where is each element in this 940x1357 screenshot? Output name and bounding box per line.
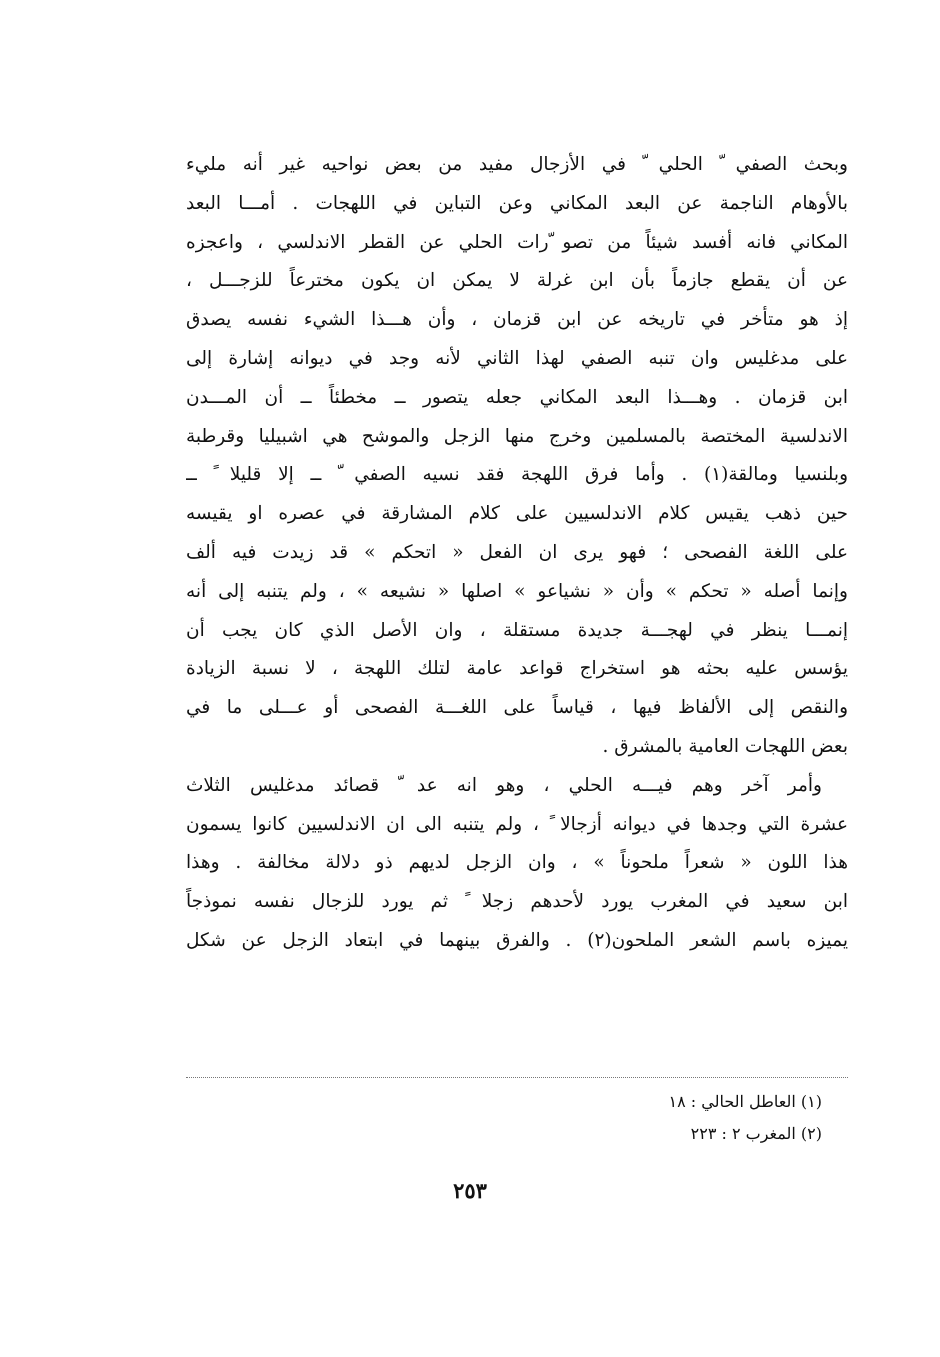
- text-line: وبحث الصفي ّ الحلي ّ في الأزجال مفيد من بعض نواحيه غير أنه مليء: [186, 154, 848, 175]
- text-line: ابن قزمان . وهـــذا البعد المكاني جعله يتصور ــ مخطئاً ــ أن المـــدن: [186, 386, 848, 408]
- text-line: وإنما أصله « تحكم » وأن « نشياعو » اصلها « نشيعه » ، ولم يتنبه إلى أنه: [186, 580, 848, 602]
- footnote-divider: [186, 1077, 848, 1078]
- text-line: وأمر آخر وهم فيـــه الحلي ، وهو انه عد ّ قصائد مدغليس الثلاث: [186, 774, 822, 796]
- text-line: ابن سعيد في المغرب يورد لأحدهم زجلا ً ثم يورد للزجال نفسه نموذجاً: [186, 891, 848, 913]
- text-line: المكاني فانه أفسد شيئاً من تصو ّرات الحلي عن القطر الاندلسي ، واعجزه: [186, 231, 848, 253]
- page-number: ٢٥٣: [453, 1178, 487, 1203]
- text-line: وبلنسيا ومالقة(١) . وأما فرق اللهجة فقد نسيه الصفي ّ ــ إلا قليلا ً ــ: [186, 464, 848, 486]
- text-line: والنقص إلى الألفاظ فيها ، قياساً على اللغـــة الفصحى أو عـــلى ما في: [186, 697, 848, 719]
- footnote: (١) العاطل الحالي : ١٨: [668, 1092, 822, 1111]
- text-line: بعض اللهجات العامية بالمشرق .: [602, 735, 848, 757]
- text-line: على مدغليس وان تنبه الصفي لهذا الثاني لأنه وجد في ديوانه إشارة إلى: [186, 347, 848, 369]
- text-line: عن أن يقطع جازماً بأن ابن غرلة لا يمكن ان يكون مخترعاً للزجـــل ،: [186, 270, 848, 292]
- text-line: إذ هو متأخر في تاريخه عن ابن قزمان ، وأن هـــذا الشيء نفسه يصدق: [186, 309, 848, 331]
- text-line: على اللغة الفصحى ؛ فهو يرى ان الفعل « اتحكم » قد زيدت فيه ألف: [186, 541, 848, 563]
- text-line: هذا اللون « شعراً ملحوناً » ، وان الزجل لديهم ذو دلالة مخالفة . وهذا: [186, 852, 848, 874]
- text-line: الاندلسية المختصة بالمسلمين وخرج منها الزجل والموشح هي اشبيليا وقرطبة: [186, 425, 848, 447]
- text-line: يؤسس عليه بحثه هو استخراج قواعد عامة لتلك اللهجة ، لا نسبة الزيادة: [186, 658, 848, 680]
- text-line: حين ذهب يقيس كلام الاندلسيين على كلام المشارقة في عصره او يقيسه: [186, 503, 848, 525]
- text-line: يميزه باسم الشعر الملحون(٢) . والفرق بينهما في ابتعاد الزجل عن شكل: [186, 929, 848, 951]
- text-line: عشرة التي وجدها في ديوانه أزجالا ً ، ولم يتنبه الى ان الاندلسيين كانوا يسمون: [186, 813, 848, 835]
- text-line: إنمـــا ينظر في لهجـــة جديدة مستقلة ، وان الأصل الذي كان يجب أن: [186, 619, 848, 641]
- footnotes: [522, 1086, 822, 1150]
- body-text: [186, 146, 848, 961]
- text-line: بالأوهام الناجمة عن البعد المكاني وعن التباين في اللهجات . أمـــا البعد: [186, 192, 848, 214]
- footnote: (٢) المغرب ٢ : ٢٢٣: [690, 1124, 822, 1143]
